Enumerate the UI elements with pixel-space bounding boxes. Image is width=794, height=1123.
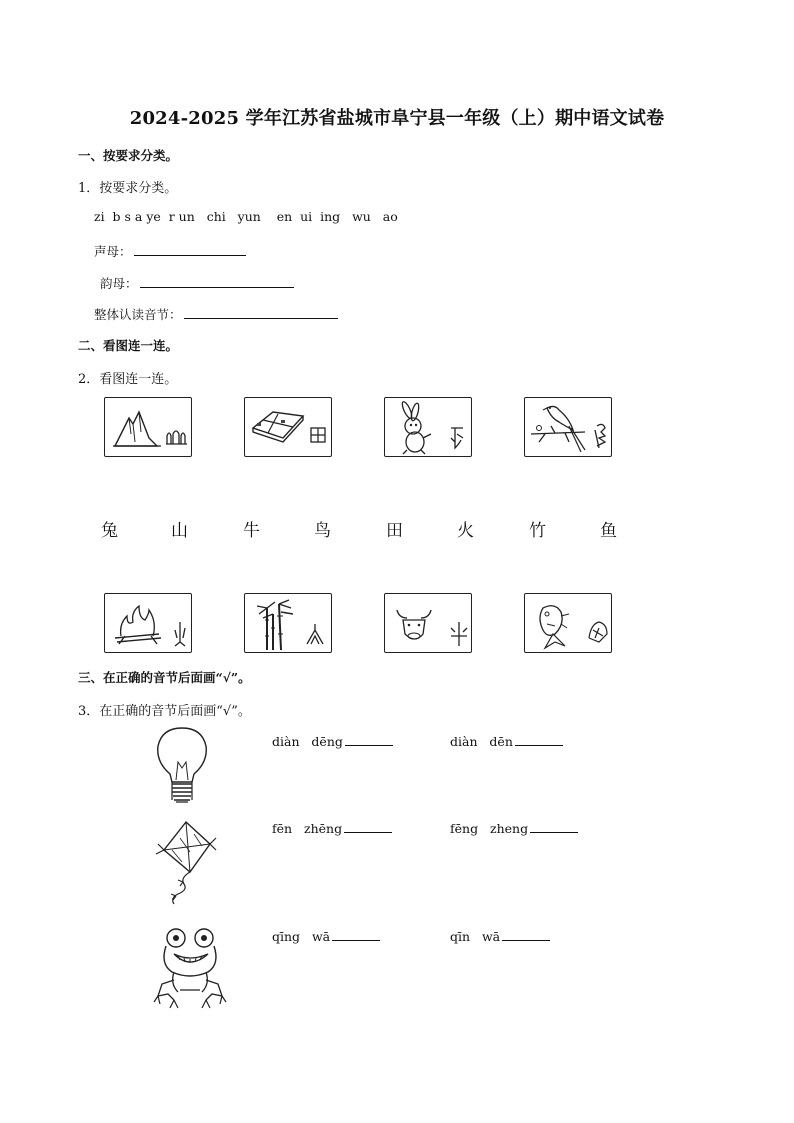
character-shan[interactable]: 山 [171,521,188,541]
fire-icon [105,594,193,654]
field-icon [245,398,333,458]
option-row1-b-blank[interactable] [515,733,563,746]
picture-card-bamboo[interactable] [244,593,332,653]
option-row1-a-blank[interactable] [345,733,393,746]
character-tu[interactable]: 兔 [101,521,118,541]
kite-icon [150,816,220,908]
option-row1-b[interactable] [450,733,563,749]
section-heading-2: 二、看图连一连。 [78,338,179,353]
section-heading-1: 一、按要求分类。 [78,148,179,163]
question-3: 3．在正确的音节后面画“√”。 [78,704,251,719]
ancient-ox-glyph [451,622,467,646]
picture-card-bird[interactable] [524,397,612,457]
ancient-mountain-glyph [166,431,187,444]
option-row2-b[interactable] [450,820,578,836]
character-zhu[interactable]: 竹 [529,521,546,541]
ancient-rabbit-glyph [451,428,463,448]
picture-card-fire[interactable] [104,593,192,653]
shengmu-label: 声母： [94,244,132,259]
option-row3-a[interactable] [272,928,380,944]
option-row2-b-blank[interactable] [530,820,578,833]
shengmu-row [94,242,246,260]
picture-card-fish[interactable] [524,593,612,653]
bird-icon [525,398,613,458]
page-title: 2024-2025 学年江苏省盐城市阜宁县一年级（上）期中语文试卷 [129,108,665,129]
mountain-icon [105,398,193,458]
light-bulb-icon [148,722,218,810]
yunmu-answer-blank[interactable] [140,275,294,288]
option-row1-b-text: diàn dēn [450,734,513,749]
ox-icon [385,594,473,654]
option-row2-b-text: fēng zheng [450,821,529,836]
character-niu[interactable]: 牛 [243,521,260,541]
yunmu-row [100,274,294,292]
question-2: 2．看图连一连。 [78,372,178,387]
frog-icon [152,924,228,1016]
zhengti-row [94,305,338,323]
shengmu-answer-blank[interactable] [134,243,246,256]
option-row2-a-text: fēn zhēng [272,821,343,836]
picture-card-field[interactable] [244,397,332,457]
rabbit-icon [385,398,473,458]
character-yu[interactable]: 鱼 [600,521,617,541]
fish-icon [525,594,613,654]
picture-card-mountain[interactable] [104,397,192,457]
ancient-bamboo-glyph [307,624,323,644]
zhengti-answer-blank[interactable] [184,306,338,319]
option-row3-b-text: qīn wā [450,929,501,944]
ancient-bird-glyph [595,424,605,448]
character-niao[interactable]: 鸟 [314,521,331,541]
bamboo-icon [245,594,333,654]
section-heading-3: 三、在正确的音节后面画“√”。 [78,670,251,685]
option-row1-a[interactable] [272,733,393,749]
picture-card-ox[interactable] [384,593,472,653]
option-row3-b[interactable] [450,928,550,944]
option-row1-a-text: diàn dēng [272,734,343,749]
yunmu-label: 韵母： [100,276,138,291]
question-1: 1．按要求分类。 [78,181,178,196]
option-row3-a-blank[interactable] [332,928,380,941]
option-row3-a-text: qīng wā [272,929,331,944]
ancient-fire-glyph [175,622,185,646]
character-tian[interactable]: 田 [386,521,403,541]
picture-card-rabbit[interactable] [384,397,472,457]
pinyin-list: zi b s a ye r un chi yun en ui ing wu ao [94,209,398,224]
option-row2-a-blank[interactable] [344,820,392,833]
zhengti-label: 整体认读音节： [94,307,182,322]
character-huo[interactable]: 火 [457,521,474,541]
option-row3-b-blank[interactable] [502,928,550,941]
ancient-fish-glyph [589,622,607,642]
option-row2-a[interactable] [272,820,392,836]
